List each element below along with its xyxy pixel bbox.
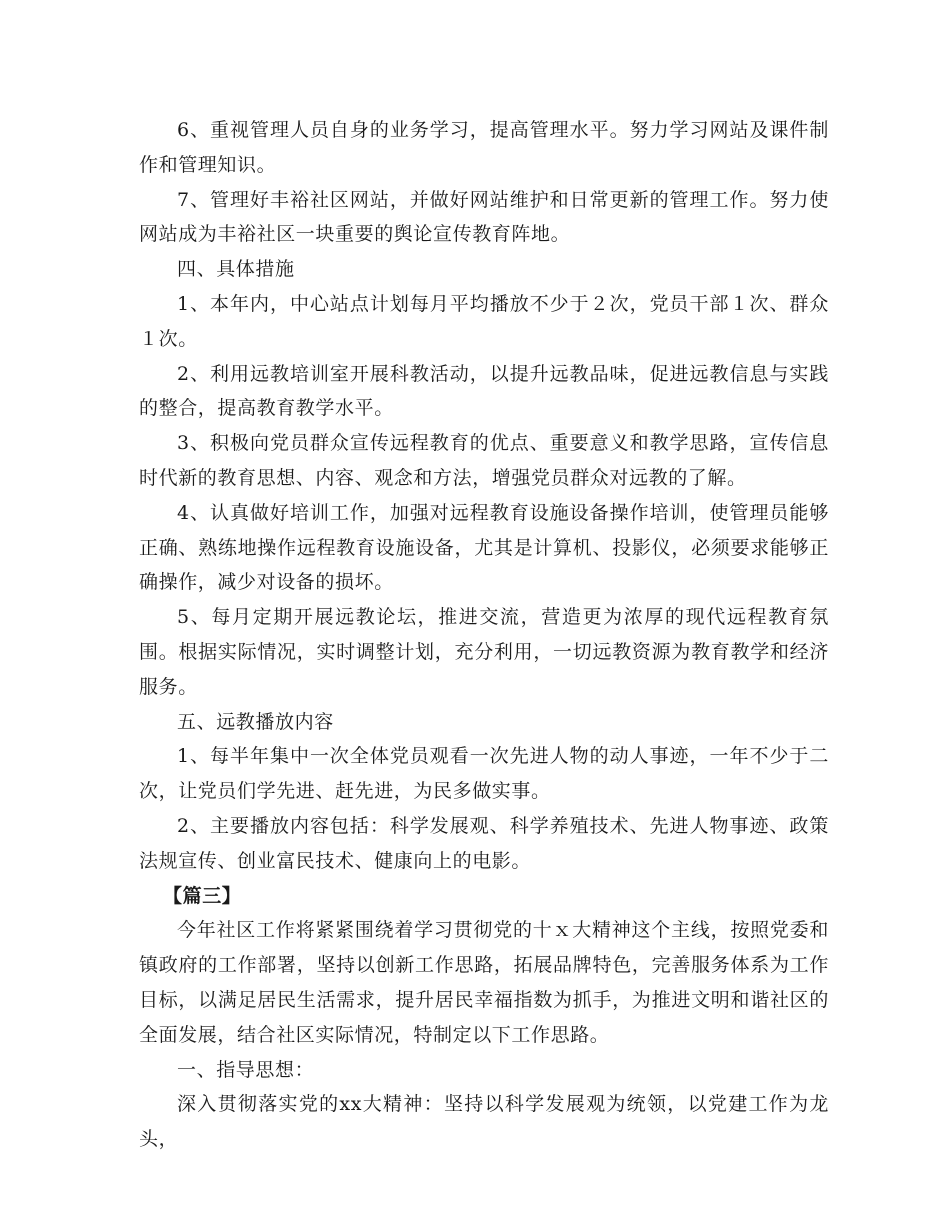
paragraph-broadcast-2: 2、主要播放内容包括：科学发展观、科学养殖技术、先进人物事迹、政策法规宣传、创业富民技术、健康向上的电影。 xyxy=(139,814,829,872)
paragraph-guiding-thought: 深入贯彻落实党的xx大精神：坚持以科学发展观为统领，以党建工作为龙头， xyxy=(139,1093,829,1151)
paragraph-measure-5: 5、每月定期开展远教论坛，推进交流，营造更为浓厚的现代远程教育氛围。根据实际情况，实时调整计划，充分利用，一切远教资源为教育教学和经济服务。 xyxy=(139,606,829,698)
paragraph-measure-1: 1、本年内，中心站点计划每月平均播放不少于２次，党员干部１次、群众１次。 xyxy=(139,292,829,350)
paragraph-item-6: 6、重视管理人员自身的业务学习，提高管理水平。努力学习网站及课件制作和管理知识。 xyxy=(139,119,829,176)
document-body xyxy=(139,113,829,1157)
paragraph-measure-4: 4、认真做好培训工作，加强对远程教育设施设备操作培训，使管理员能够正确、熟练地操作远程教育设施设备，尤其是计算机、投影仪，必须要求能够正确操作，减少对设备的损坏。 xyxy=(139,501,829,594)
paragraph-measure-2: 2、利用远教培训室开展科教活动，以提升远教品味，促进远教信息与实践的整合，提高教育教学水平。 xyxy=(139,362,829,420)
section-heading-measures: 四、具体措施 xyxy=(177,258,295,281)
paragraph-item-7: 7、管理好丰裕社区网站，并做好网站维护和日常更新的管理工作。努力使网站成为丰裕社区一块重要的舆论宣传教育阵地。 xyxy=(139,188,829,246)
section-heading-guiding-thought: 一、指导思想： xyxy=(177,1058,315,1081)
paragraph-measure-3: 3、积极向党员群众宣传远程教育的优点、重要意义和教学思路，宣传信息时代新的教育思想、内容、观念和方法，增强党员群众对远教的了解。 xyxy=(139,432,829,489)
paragraph-intro: 今年社区工作将紧紧围绕着学习贯彻党的十ｘ大精神这个主线，按照党委和镇政府的工作部署，坚持以创新工作思路，拓展品牌特色，完善服务体系为工作目标，以满足居民生活需求，提升居民幸福指数为抓手，为推进文明和谐社区的全面发展，结合社区实际情况，特制定以下工作思路。 xyxy=(139,919,829,1046)
section-heading-broadcast: 五、远教播放内容 xyxy=(177,710,334,733)
chapter-label-part-three: 【篇三】 xyxy=(163,884,242,907)
paragraph-broadcast-1: 1、每半年集中一次全体党员观看一次先进人物的动人事迹，一年不少于二次，让党员们学先进、赶先进，为民多做实事。 xyxy=(139,745,829,803)
